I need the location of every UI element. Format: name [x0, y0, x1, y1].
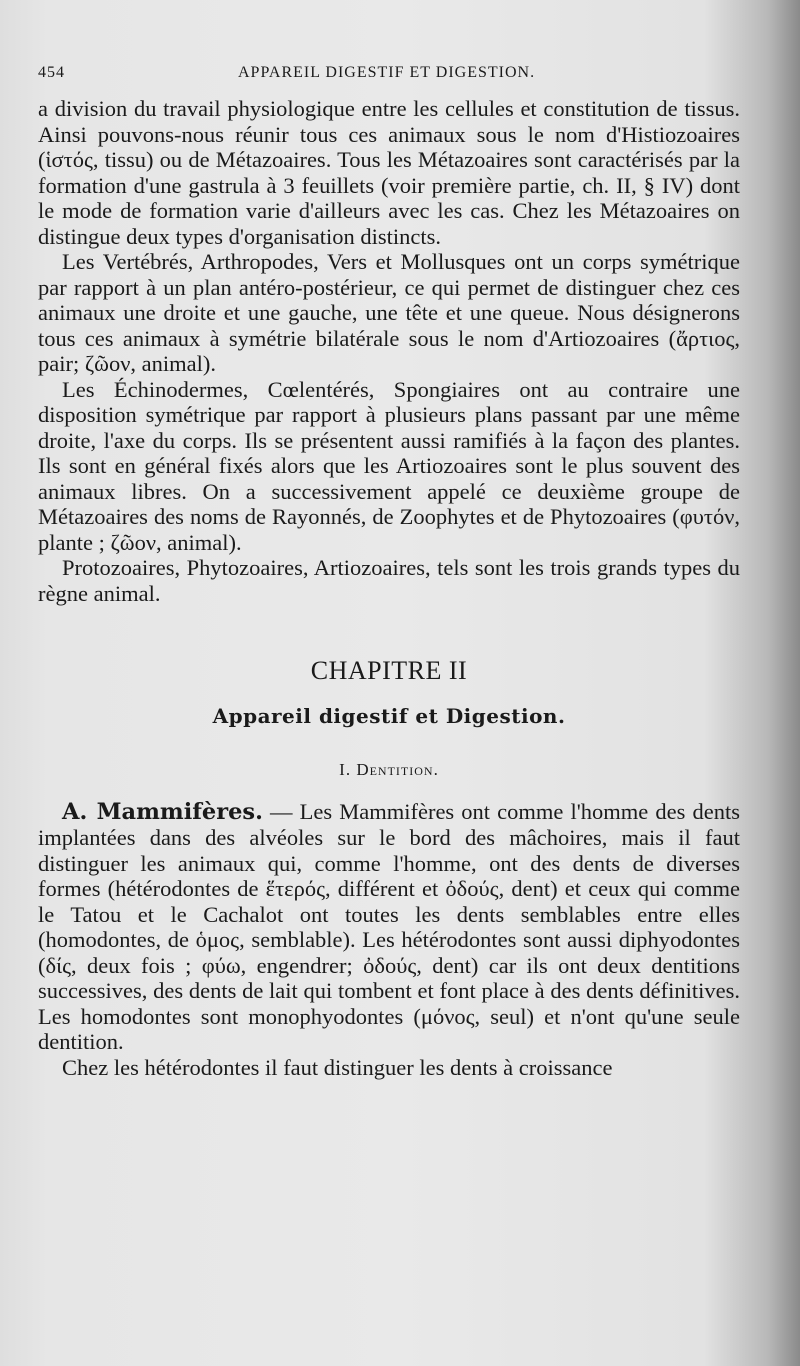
paragraph-2: Les Vertébrés, Arthropodes, Vers et Mollusques ont un corps symétrique par rapport à un plan antéro-postérieur, ce qui permet de distinguer chez ces animaux une droite et une gauche, une tête et une queue. Nous désignerons tous ces animaux à symétrie bilatérale sous le nom d'Artiozoaires (ἄρτιος, pair; ζῶον, animal). [38, 249, 740, 376]
section-heading: I. Dentition. [339, 760, 439, 779]
running-title: APPAREIL DIGESTIF ET DIGESTION. [238, 64, 536, 81]
paragraph-5-text: — Les Mammifères ont comme l'homme des dents implantées dans des alvéoles sur le bord des mâchoires, mais il faut distinguer les animaux qui, comme l'homme, ont des dents de diverses formes (hétérodontes de ἕτερός, différent et ὀδούς, dent) et ceux qui comme le Tatou et le Cachalot ont toutes les dents semblables entre elles (homodontes, de ὁμος, semblable). Les hétérodontes sont aussi diphyodontes (δίς, deux fois ; φύω, engendrer; ὀδούς, dent) car ils ont deux dentitions successives, des dents de lait qui tombent et font place à des dents définitives. Les homodontes sont monophyodontes (μόνος, seul) et n'ont qu'une seule dentition. [38, 798, 740, 1054]
section-label: A. Mammifères. [62, 798, 263, 825]
paragraph-3: Les Échinodermes, Cœlentérés, Spongiaires ont au contraire une disposition symétrique par rapport à plusieurs plans passant par une même droite, l'axe du corps. Ils se présentent aussi ramifiés à la façon des plantes. Ils sont en général fixés alors que les Artiozoaires sont le plus souvent des animaux libres. On a successivement appelé ce deuxième groupe de Métazoaires des noms de Rayonnés, de Zoophytes et de Phytozoaires (φυτόν, plante ; ζῶον, animal). [38, 376, 740, 555]
paragraph-5 [38, 799, 740, 1055]
paragraph-1: a division du travail physiologique entre les cellules et constitution de tissus. Ainsi pouvons-nous réunir tous ces animaux sous le nom d'Histiozoaires (ἱστός, tissu) ou de Métazoaires. Tous les Métazoaires sont caractérisés par la formation d'une gastrula à 3 feuillets (voir première partie, ch. II, § IV) dont le mode de formation varie d'ailleurs avec les cas. Chez les Métazoaires on distingue deux types d'organisation distincts. [38, 96, 740, 249]
page-body [38, 96, 740, 1080]
running-header [38, 64, 738, 88]
paragraph-4: Protozoaires, Phytozoaires, Artiozoaires, tels sont les trois grands types du règne animal. [38, 555, 740, 606]
chapter-subtitle: Appareil digestif et Digestion. [212, 703, 566, 728]
chapter-title: CHAPITRE II [310, 656, 468, 685]
page-number: 454 [38, 64, 65, 81]
paragraph-6: Chez les hétérodontes il faut distinguer les dents à croissance [62, 1054, 613, 1080]
